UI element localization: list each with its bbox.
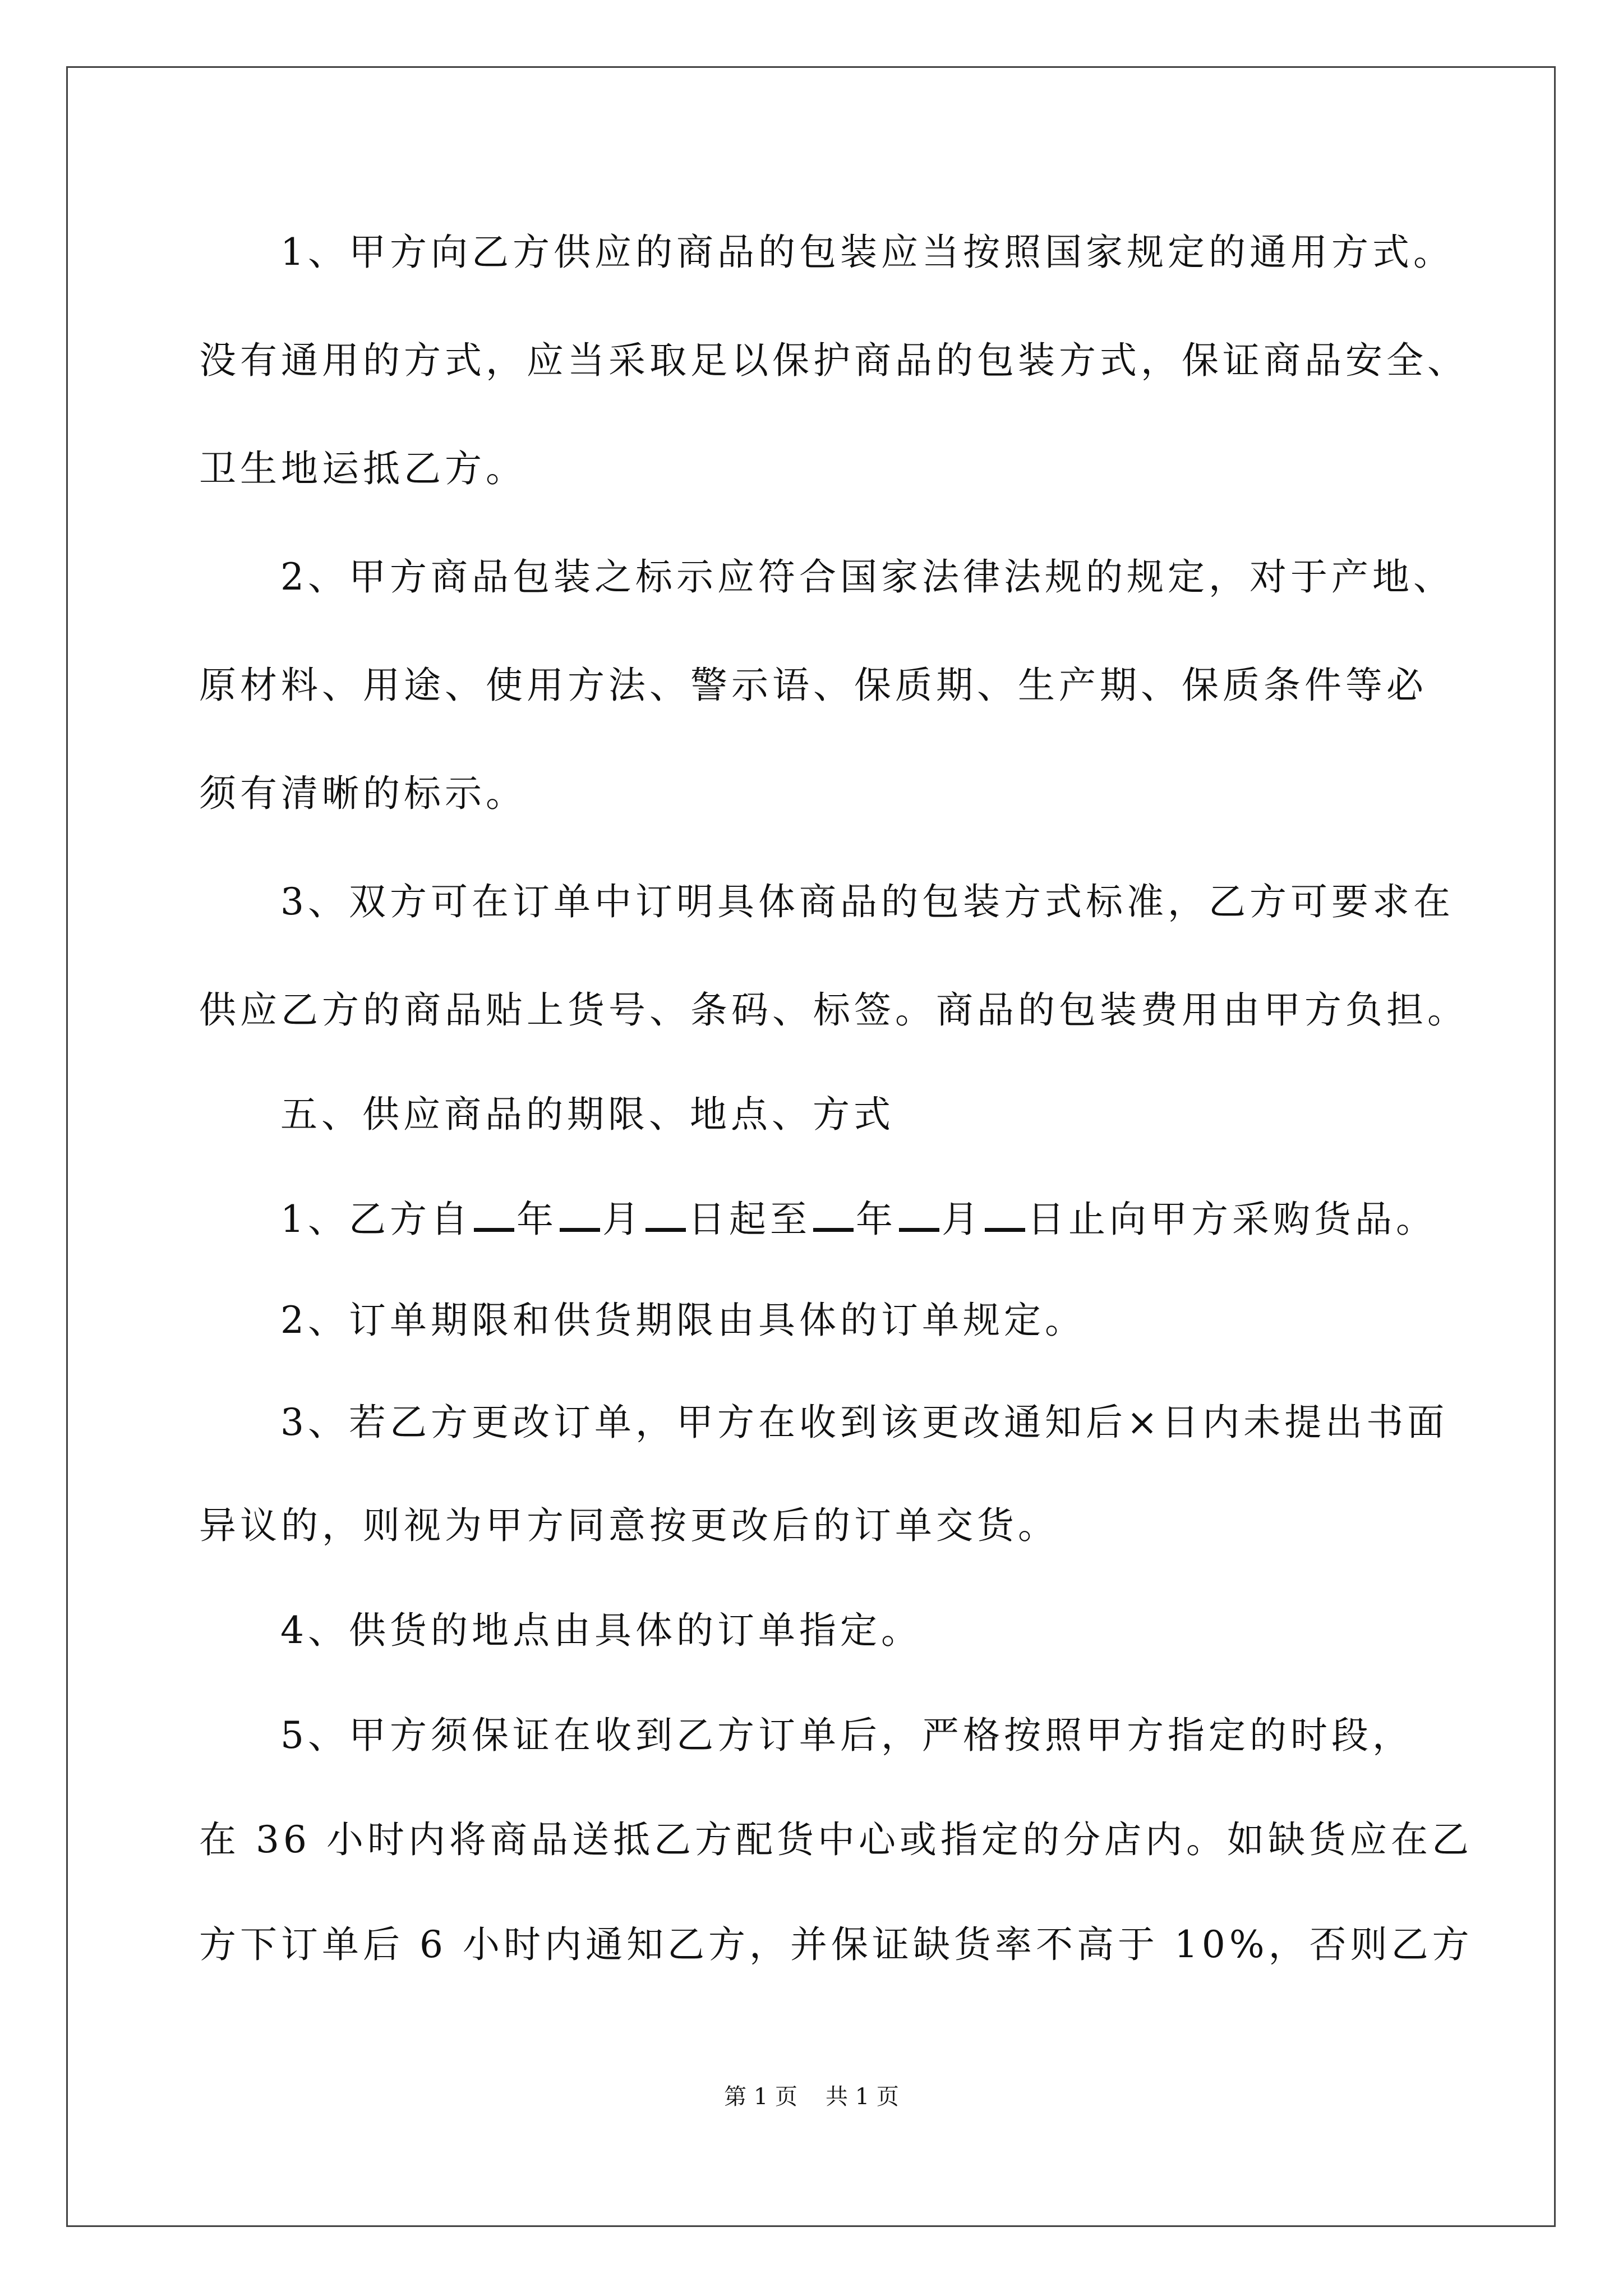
blank-line-text-3: 月: [602, 1198, 643, 1241]
page-number-current: 第 1 页: [724, 2084, 797, 2110]
item-2-line: 2、订单期限和供货期限由具体的订单规定。: [280, 1299, 1086, 1342]
paragraph-1-line-2: 没有通用的方式，应当采取足以保护商品的包装方式，保证商品安全、: [199, 339, 1468, 382]
item-5-line-2: 在 36 小时内将商品送抵乙方配货中心或指定的分店内。如缺货应在乙: [199, 1818, 1473, 1861]
paragraph-2-line-2: 原材料、用途、使用方法、警示语、保质期、生产期、保质条件等必: [199, 664, 1427, 707]
paragraph-3-line-1: 3、双方可在订单中订明具体商品的包装方式标准，乙方可要求在: [280, 880, 1454, 923]
paragraph-1-line-3: 卫生地运抵乙方。: [199, 447, 527, 490]
blank-line-text-1: 1、乙方自: [280, 1198, 472, 1241]
blank-line-text-2: 年: [517, 1198, 557, 1241]
item-3-line-1: 3、若乙方更改订单，甲方在收到该更改通知后×日内未提出书面: [280, 1401, 1449, 1444]
item-3-line-2: 异议的，则视为甲方同意按更改后的订单交货。: [199, 1504, 1059, 1547]
page-number-total: 共 1 页: [826, 2084, 899, 2110]
paragraph-3-line-2: 供应乙方的商品贴上货号、条码、标签。商品的包装费用由甲方负担。: [199, 988, 1468, 1032]
blank-line-text-6: 月: [942, 1198, 983, 1241]
page-footer: [0, 2080, 1623, 2114]
item-4-line: 4、供货的地点由具体的订单指定。: [280, 1609, 922, 1652]
paragraph-2-line-1: 2、甲方商品包装之标示应符合国家法律法规的规定，对于产地、: [280, 555, 1454, 599]
section-heading: 五、供应商品的期限、地点、方式: [280, 1093, 895, 1136]
item-5-line-3: 方下订单后 6 小时内通知乙方，并保证缺货率不高于 10%，否则乙方: [199, 1923, 1473, 1966]
page-border: [66, 66, 1556, 2227]
blank-line-text-4: 日起至: [688, 1198, 811, 1241]
paragraph-2-line-3: 须有清晰的标示。: [199, 772, 527, 815]
blank-underline: [474, 1228, 514, 1232]
item-5-line-1: 5、甲方须保证在收到乙方订单后，严格按照甲方指定的时段，: [280, 1714, 1413, 1757]
blank-underline: [899, 1228, 939, 1232]
blank-underline: [813, 1228, 854, 1232]
blank-line-text-5: 年: [856, 1198, 897, 1241]
blank-line-text-7: 日止向甲方采购货品。: [1027, 1198, 1437, 1241]
blank-underline: [645, 1228, 686, 1232]
blank-underline: [985, 1228, 1025, 1232]
paragraph-1-line-1: 1、甲方向乙方供应的商品的包装应当按照国家规定的通用方式。: [280, 231, 1454, 274]
blank-underline: [560, 1228, 600, 1232]
blank-date-line: [280, 1191, 1437, 1248]
